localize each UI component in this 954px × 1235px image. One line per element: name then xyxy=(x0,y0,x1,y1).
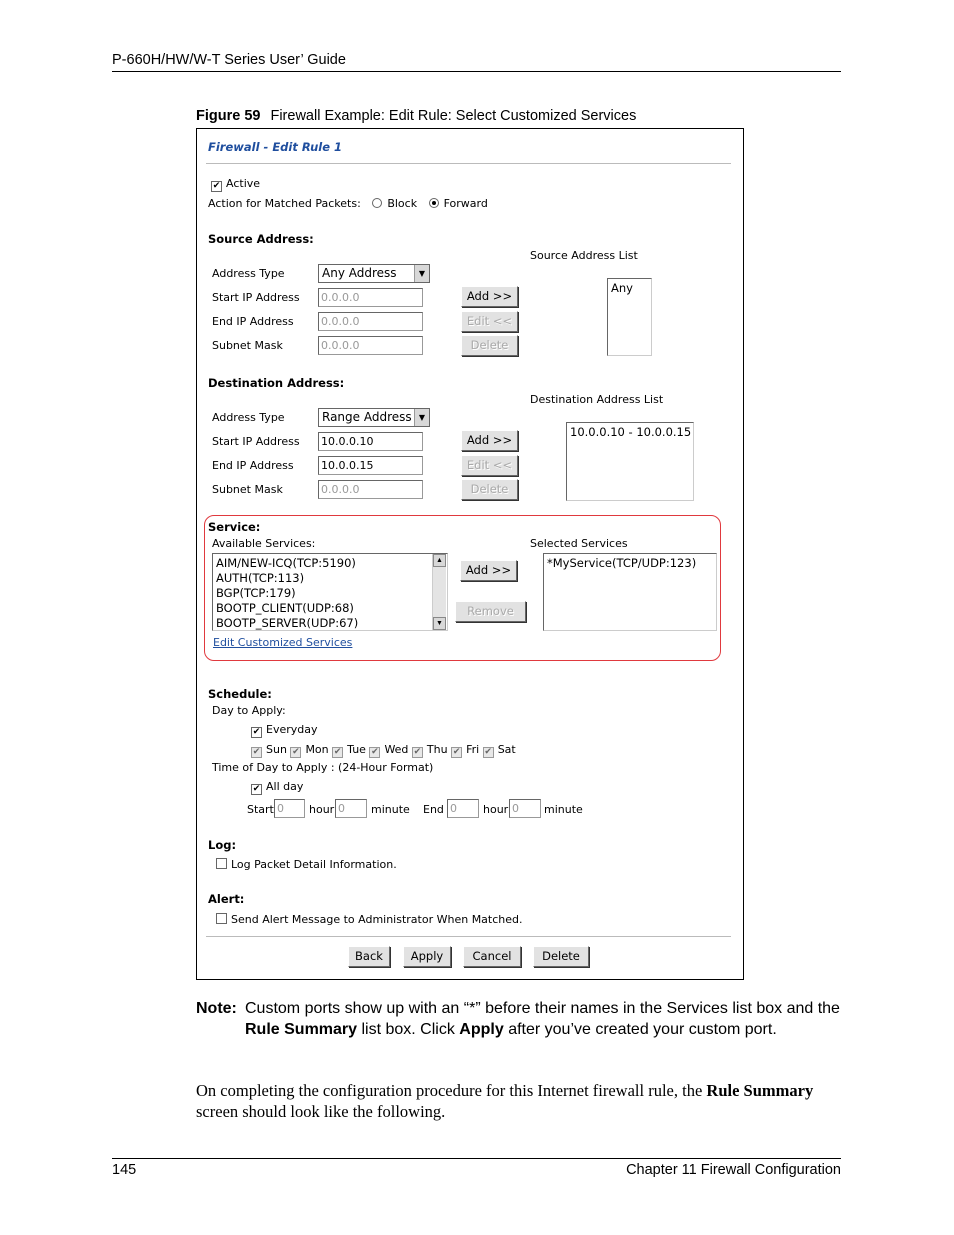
paragraph-bold-rule-summary: Rule Summary xyxy=(706,1081,814,1100)
tue-checkbox[interactable]: ✔ xyxy=(333,747,342,757)
chevron-down-icon: ▼ xyxy=(414,409,429,426)
destination-address-list[interactable] xyxy=(566,422,694,501)
alert-checkbox[interactable] xyxy=(216,913,227,924)
wed-checkbox[interactable]: ✔ xyxy=(371,747,379,757)
start-minute-label: minute xyxy=(371,803,410,816)
dst-subnet-input[interactable]: 0.0.0.0 xyxy=(318,480,423,499)
figure-caption xyxy=(196,108,636,124)
note-text-part: after you’ve created your custom port. xyxy=(503,1021,777,1038)
figure-caption-text: Firewall Example: Edit Rule: Select Customized Services xyxy=(270,108,637,124)
list-item[interactable]: BGP(TCP:179) xyxy=(216,586,296,600)
forward-label: Forward xyxy=(443,197,488,210)
list-item[interactable]: Any xyxy=(611,281,633,295)
dst-subnet-label: Subnet Mask xyxy=(212,483,283,496)
apply-button[interactable]: Apply xyxy=(403,946,451,967)
days-row xyxy=(251,743,516,758)
back-button[interactable]: Back xyxy=(348,946,390,967)
alert-option[interactable] xyxy=(216,913,523,926)
scroll-up-icon[interactable]: ▲ xyxy=(433,554,446,567)
end-minute-label: minute xyxy=(544,803,583,816)
available-services-label: Available Services: xyxy=(212,537,316,550)
note-label: Note: xyxy=(196,1000,237,1017)
action-row xyxy=(208,197,488,210)
dst-add-button[interactable]: Add >> xyxy=(461,430,518,451)
scroll-down-icon[interactable]: ▼ xyxy=(433,617,446,630)
paragraph-text-part: screen should look like the following. xyxy=(196,1102,446,1121)
dst-address-type-select[interactable] xyxy=(318,408,430,427)
doc-header-title: P-660H/HW/W-T Series User’ Guide xyxy=(112,52,346,68)
thu-checkbox[interactable]: ✔ xyxy=(413,747,422,757)
src-address-type-select[interactable] xyxy=(318,264,430,283)
day-label: Sat xyxy=(497,743,516,756)
src-start-ip-input[interactable]: 0.0.0.0 xyxy=(318,288,423,307)
alert-heading: Alert: xyxy=(208,892,245,906)
dst-start-ip-input[interactable]: 10.0.0.10 xyxy=(318,432,423,451)
schedule-heading: Schedule: xyxy=(208,687,272,701)
action-label: Action for Matched Packets: xyxy=(208,197,361,210)
fri-checkbox[interactable]: ✔ xyxy=(452,747,461,757)
note-text xyxy=(244,998,846,1040)
day-label: Sun xyxy=(266,743,287,756)
src-address-type-label: Address Type xyxy=(212,267,285,280)
allday-option[interactable] xyxy=(251,780,303,795)
mon-checkbox[interactable]: ✔ xyxy=(292,747,300,757)
edit-customized-services-link[interactable]: Edit Customized Services xyxy=(213,636,353,649)
body-paragraph xyxy=(196,1080,846,1122)
allday-label: All day xyxy=(266,780,304,793)
allday-checkbox[interactable]: ✔ xyxy=(252,784,261,794)
available-services-list[interactable] xyxy=(212,553,448,631)
day-label: Mon xyxy=(305,743,329,756)
everyday-option[interactable] xyxy=(251,723,318,738)
block-radio[interactable] xyxy=(372,198,382,208)
src-delete-button[interactable]: Delete xyxy=(461,335,518,356)
everyday-label: Everyday xyxy=(266,723,318,736)
everyday-checkbox[interactable]: ✔ xyxy=(252,727,261,737)
end-minute-input[interactable]: 0 xyxy=(509,799,541,818)
dst-delete-button[interactable]: Delete xyxy=(461,479,518,500)
destination-heading: Destination Address: xyxy=(208,376,345,390)
src-edit-button[interactable]: Edit << xyxy=(461,311,518,332)
paragraph-text-part: On completing the configuration procedure for this Internet firewall rule, the xyxy=(196,1081,707,1100)
list-item[interactable]: *MyService(TCP/UDP:123) xyxy=(547,556,697,570)
block-label: Block xyxy=(387,197,418,210)
src-end-ip-label: End IP Address xyxy=(212,315,294,328)
start-hour-input[interactable]: 0 xyxy=(274,799,305,818)
list-item[interactable]: 10.0.0.10 - 10.0.0.15 xyxy=(570,425,692,439)
title-separator xyxy=(206,163,731,164)
active-option[interactable] xyxy=(211,177,260,192)
service-heading: Service: xyxy=(208,520,261,534)
dst-edit-button[interactable]: Edit << xyxy=(461,455,518,476)
start-label: Start xyxy=(247,803,274,816)
note-text-part: Custom ports show up with an “*” before their names in the Services list box and the xyxy=(245,1000,840,1017)
source-list-label: Source Address List xyxy=(530,249,638,262)
src-start-ip-label: Start IP Address xyxy=(212,291,300,304)
src-address-type-value: Any Address xyxy=(322,266,397,280)
start-hour-label: hour xyxy=(309,803,335,816)
list-item[interactable]: BOOTP_SERVER(UDP:67) xyxy=(216,616,359,630)
src-subnet-input[interactable]: 0.0.0.0 xyxy=(318,336,423,355)
dst-end-ip-label: End IP Address xyxy=(212,459,294,472)
src-add-button[interactable]: Add >> xyxy=(461,286,518,307)
active-label: Active xyxy=(226,177,261,190)
src-subnet-label: Subnet Mask xyxy=(212,339,283,352)
service-add-button[interactable]: Add >> xyxy=(460,560,517,581)
sun-checkbox[interactable]: ✔ xyxy=(252,747,261,757)
sat-checkbox[interactable]: ✔ xyxy=(484,747,492,757)
services-scrollbar[interactable] xyxy=(432,554,446,630)
dst-end-ip-input[interactable]: 10.0.0.15 xyxy=(318,456,423,475)
log-checkbox[interactable] xyxy=(216,858,227,869)
source-heading: Source Address: xyxy=(208,232,314,246)
note-bold-rule-summary: Rule Summary xyxy=(245,1021,358,1038)
end-hour-label: hour xyxy=(483,803,509,816)
alert-option-label: Send Alert Message to Administrator When Matched. xyxy=(231,913,523,926)
end-label: End xyxy=(423,803,444,816)
cancel-button[interactable]: Cancel xyxy=(463,946,521,967)
day-label: Thu xyxy=(426,743,448,756)
bottom-separator xyxy=(206,936,731,937)
src-end-ip-input[interactable]: 0.0.0.0 xyxy=(318,312,423,331)
list-item[interactable]: BOOTP_CLIENT(UDP:68) xyxy=(216,601,354,615)
service-remove-button[interactable]: Remove xyxy=(455,601,526,622)
screen-title: Firewall - Edit Rule 1 xyxy=(208,140,343,154)
log-option-label: Log Packet Detail Information. xyxy=(231,858,397,871)
dst-start-ip-label: Start IP Address xyxy=(212,435,300,448)
log-option[interactable] xyxy=(216,858,397,871)
figure-number: Figure 59 xyxy=(196,108,261,124)
chevron-down-icon: ▼ xyxy=(414,265,429,282)
source-address-list[interactable] xyxy=(607,278,652,356)
note-block xyxy=(196,998,846,1040)
dst-address-type-value: Range Address xyxy=(322,410,412,424)
selected-services-label: Selected Services xyxy=(530,537,628,550)
chapter-title: Chapter 11 Firewall Configuration xyxy=(626,1162,841,1178)
start-minute-input[interactable]: 0 xyxy=(335,799,367,818)
log-heading: Log: xyxy=(208,838,237,852)
note-text-part: list box. Click xyxy=(357,1021,460,1038)
list-item[interactable]: AUTH(TCP:113) xyxy=(216,571,305,585)
time-of-day-label: Time of Day to Apply : (24-Hour Format) xyxy=(212,761,434,774)
active-checkbox[interactable]: ✔ xyxy=(212,181,221,191)
note-bold-apply: Apply xyxy=(459,1021,504,1038)
destination-list-label: Destination Address List xyxy=(530,393,664,406)
footer-rule xyxy=(112,1158,841,1159)
list-item[interactable]: AIM/NEW-ICQ(TCP:5190) xyxy=(216,556,356,570)
day-label: Tue xyxy=(347,743,366,756)
day-to-apply-label: Day to Apply: xyxy=(212,704,286,717)
day-label: Wed xyxy=(384,743,409,756)
forward-radio[interactable] xyxy=(429,198,439,208)
day-label: Fri xyxy=(466,743,480,756)
end-hour-input[interactable]: 0 xyxy=(447,799,479,818)
selected-services-list[interactable] xyxy=(543,553,717,631)
header-rule xyxy=(112,71,841,72)
page-number: 145 xyxy=(112,1162,137,1178)
dst-address-type-label: Address Type xyxy=(212,411,285,424)
delete-button[interactable]: Delete xyxy=(533,946,589,967)
